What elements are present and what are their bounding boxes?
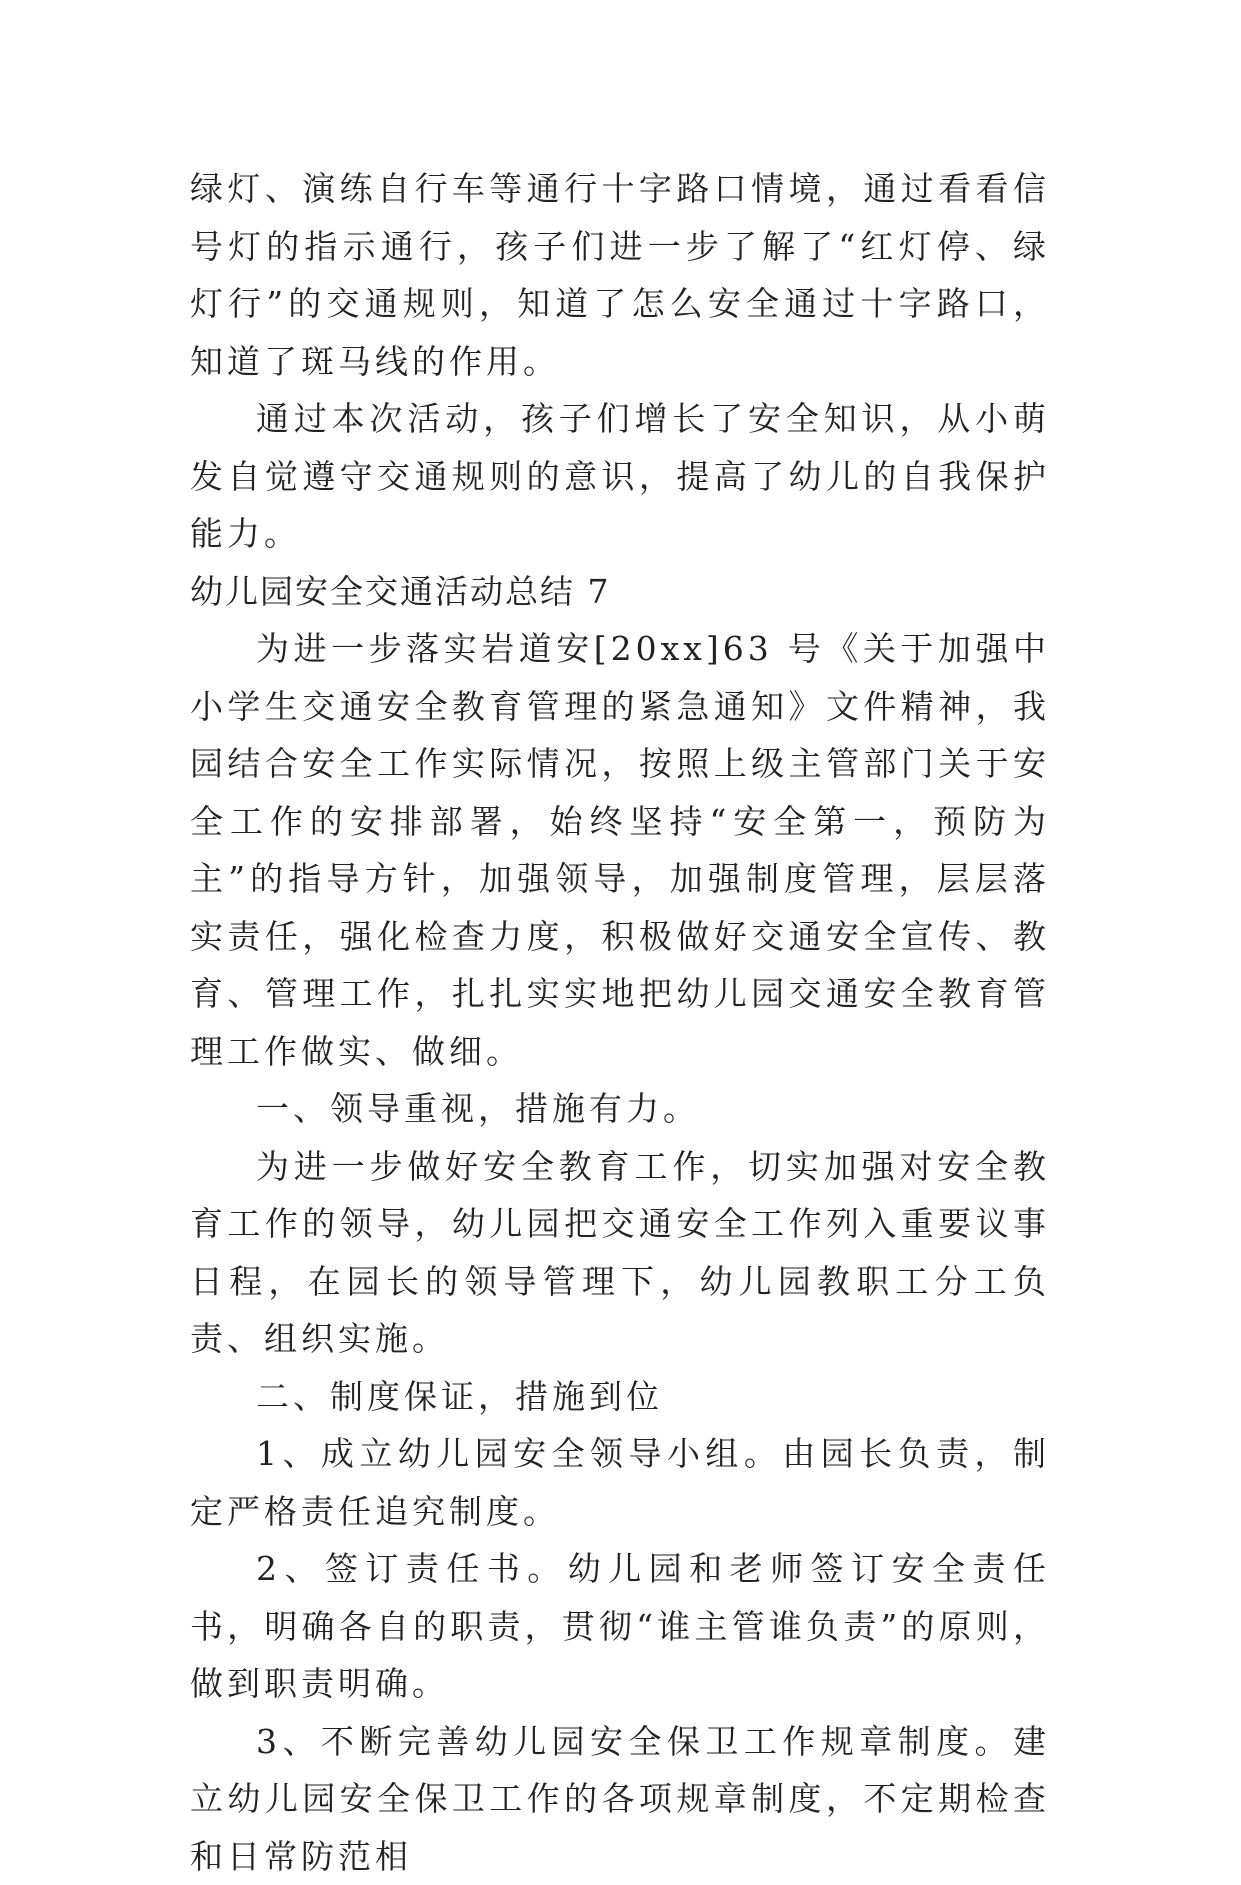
document-body — [190, 160, 1050, 1885]
paragraph-activity-result: 通过本次活动，孩子们增长了安全知识，从小萌发自觉遵守交通规则的意识，提高了幼儿的自我保护能力。 — [190, 390, 1050, 563]
subheading-leadership: 一、领导重视，措施有力。 — [190, 1080, 1050, 1138]
paragraph-continuation: 绿灯、演练自行车等通行十字路口情境，通过看看信号灯的指示通行，孩子们进一步了解了“红灯停、绿灯行”的交通规则，知道了怎么安全通过十字路口，知道了斑马线的作用。 — [190, 160, 1050, 390]
list-item-1: 1、成立幼儿园安全领导小组。由园长负责，制定严格责任追究制度。 — [190, 1425, 1050, 1540]
list-item-3: 3、不断完善幼儿园安全保卫工作规章制度。建立幼儿园安全保卫工作的各项规章制度，不定期检查和日常防范相 — [190, 1713, 1050, 1885]
paragraph-intro: 为进一步落实岩道安[20xx]63 号《关于加强中小学生交通安全教育管理的紧急通知》文件精神，我园结合安全工作实际情况，按照上级主管部门关于安全工作的安排部署，始终坚持“安全第一，预防为主”的指导方针，加强领导，加强制度管理，层层落实责任，强化检查力度，积极做好交通安全宣传、教育、管理工作，扎扎实实地把幼儿园交通安全教育管理工作做实、做细。 — [190, 620, 1050, 1080]
section-heading: 幼儿园安全交通活动总结 7 — [190, 563, 1050, 621]
list-item-2: 2、签订责任书。幼儿园和老师签订安全责任书，明确各自的职责，贯彻“谁主管谁负责”的原则，做到职责明确。 — [190, 1540, 1050, 1713]
subheading-system: 二、制度保证，措施到位 — [190, 1368, 1050, 1426]
paragraph-leadership: 为进一步做好安全教育工作，切实加强对安全教育工作的领导，幼儿园把交通安全工作列入重要议事日程，在园长的领导管理下，幼儿园教职工分工负责、组织实施。 — [190, 1138, 1050, 1368]
